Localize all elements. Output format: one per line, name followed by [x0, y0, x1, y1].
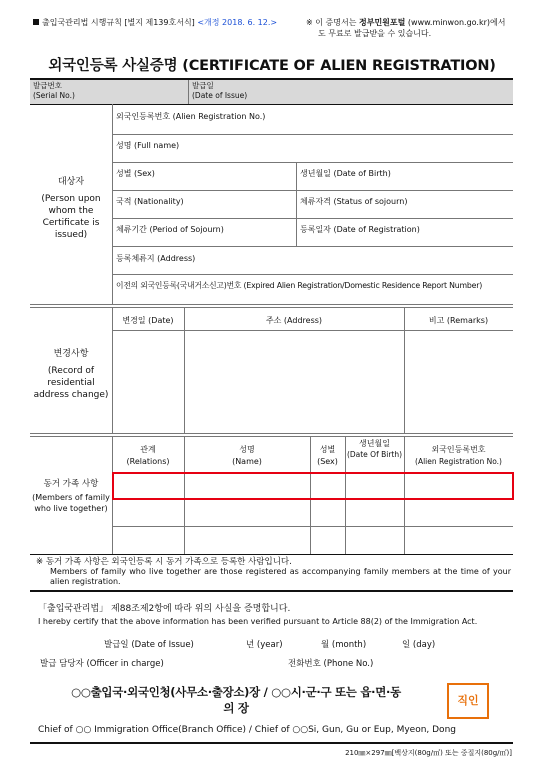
issue-year: 년 (year) [246, 640, 283, 650]
col-relations: 관계 (Relations) [126, 445, 170, 466]
chief-title-en: Chief of ○○ Immigration Office(Branch Office) / Chief of ○○Si, Gun, Gu or Eup, Myeon, Dong [38, 725, 456, 735]
changes-side-en: (Record of residential address change) [33, 366, 109, 400]
issue-day: 일 (day) [402, 640, 436, 650]
certify-en: I hereby certify that the above information has been verified pursuant to Article 88(2) of the Immigration Act. [38, 617, 478, 626]
changes-side-label [30, 348, 112, 401]
family-note [36, 557, 511, 587]
col-family-name: 성명 (Name) [232, 445, 262, 466]
family-note-en: Members of family who live together are those registered as accompanying family members at the time of your alien registration. [50, 567, 511, 586]
issue-month: 월 (month) [321, 640, 367, 650]
family-row-highlight[interactable] [112, 472, 514, 500]
reg-no-label: 외국인등록번호 (Alien Registration No.) [116, 112, 266, 121]
form-rule-text: 출입국관리법 시행규칙 [별지 제139호서식] [42, 18, 195, 27]
phone-label: 전화번호 (Phone No.) [288, 659, 374, 669]
issue-date-line-label: 발급일 (Date of Issue) [104, 640, 194, 650]
col-remarks: 비고 (Remarks) [428, 316, 489, 325]
status-label: 체류자격 (Status of sojourn) [300, 197, 408, 206]
online-note: ※ 이 증명서는 정부민원포털 (www.minwon.go.kr)에서 도 무료로 발급받을 수 있습니다. [306, 18, 506, 38]
family-side-en: (Members of family who live together) [32, 493, 110, 513]
family-side-ko: 동거 가족 사항 [43, 479, 99, 489]
sex-label: 성별 (Sex) [116, 169, 155, 178]
serial-label: 발급번호 (Serial No.) [33, 81, 75, 100]
col-family-reg: 외국인등록번호 (Alien Registration No.) [415, 445, 502, 466]
subject-side-en: (Person upon whom the Certificate is issued) [41, 194, 101, 240]
prev-reg-label: 이전의 외국인등록(국내거소신고)번호 (Expired Alien Registration/Domestic Residence Report Number) [116, 281, 483, 290]
issue-date-label: 발급일 (Date of Issue) [192, 81, 248, 100]
subject-side-label [30, 176, 112, 241]
amend-date: <개정 2018. 6. 12.> [197, 18, 278, 27]
page-title: 외국인등록 사실증명 (CERTIFICATE OF ALIEN REGISTRATION) [48, 58, 496, 74]
full-name-label: 성명 (Full name) [116, 141, 180, 150]
portal-name: 정부민원포털 [358, 18, 406, 27]
col-change-address: 주소 (Address) [265, 316, 323, 325]
official-seal-box: 직인 [447, 683, 489, 719]
col-family-sex: 성별 (Sex) [317, 445, 338, 466]
chief-title-ko: ○○출입국·외국인청(사무소·출장소)장 / ○○시·군·구 또는 읍·면·동 의 장 [71, 685, 401, 715]
subject-side-ko: 대상자 [57, 177, 85, 187]
address-label: 등록체류지 (Address) [116, 254, 196, 263]
certify-ko: 「출입국관리법」 제88조제2항에 따라 위의 사실을 증명합니다. [38, 604, 291, 614]
col-change-date: 변경일 (Date) [122, 316, 174, 325]
family-side-label [30, 478, 112, 514]
issue-row [30, 80, 513, 104]
paper-spec: 210㎜×297㎜[백상지(80g/㎡) 또는 중질지(80g/㎡)] [345, 749, 512, 757]
form-rule-line [33, 17, 277, 28]
reg-date-label: 등록일자 (Date of Registration) [300, 225, 420, 234]
dob-label: 생년월일 (Date of Birth) [300, 169, 391, 178]
changes-side-ko: 변경사항 [53, 349, 89, 359]
square-bullet-icon [33, 19, 39, 25]
officer-label: 발급 담당자 (Officer in charge) [40, 659, 164, 669]
period-label: 체류기간 (Period of Sojourn) [116, 225, 224, 234]
col-family-dob: 생년월일 (Date Of Birth) [346, 439, 403, 459]
family-note-ko: ※ 동거 가족 사항은 외국인등록 시 동거 가족으로 등록한 사람입니다. [36, 557, 292, 567]
nationality-label: 국적 (Nationality) [116, 197, 184, 206]
